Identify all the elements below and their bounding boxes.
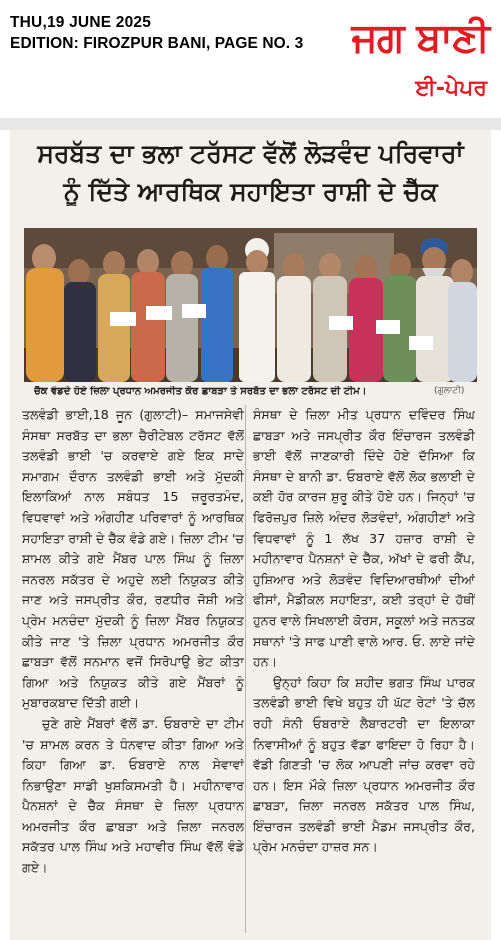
photo-caption: ਚੈੱਕ ਵੰਡਦੇ ਹੋਏ ਜ਼ਿਲਾ ਪ੍ਰਧਾਨ ਅਮਰਜੀਤ ਕੌਰ ਛਾਬੜਾ ਤੇ ਸਰਬੱਤ ਦਾ ਭਲਾ ਟਰੱਸਟ ਦੀ ਟੀਮ। bbox=[34, 386, 367, 397]
photo-credit: (ਗੁਲਾਟੀ) bbox=[434, 386, 465, 396]
group-photo-illustration bbox=[24, 228, 477, 382]
edition-date: THU,19 JUNE 2025 bbox=[10, 14, 152, 31]
column-divider bbox=[245, 405, 246, 933]
article-column-right bbox=[253, 405, 475, 935]
article-paragraph: ਤਲਵੰਡੀ ਭਾਈ,18 ਜੂਨ (ਗੁਲਾਟੀ)– ਸਮਾਜਸੇਵੀ ਸੰਸਥਾ ਸਰਬੱਤ ਦਾ ਭਲਾ ਚੈਰੀਟੇਬਲ ਟਰੱਸਟ ਵੱਲੋਂ ਤਲਵੰਡੀ ਭਾਈ 'ਚ ਕਰਵਾਏ ਗਏ ਇਕ ਸਾਦੇ ਸਮਾਗਮ ਦੌਰਾਨ ਤਲਵੰਡੀ ਭਾਈ ਅਤੇ ਮੁੱਦਕੀ ਇਲਾਕਿਆਂ ਨਾਲ ਸਬੰਧਤ 15 ਜ਼ਰੂਰਤਮੰਦ, ਵਿਧਵਾਵਾਂ ਅਤੇ ਅੰਗਹੀਣ ਪਰਿਵਾਰਾਂ ਨੂੰ ਆਰਥਿਕ ਸਹਾਇਤਾ ਰਾਸ਼ੀ ਦੇ ਚੈੱਕ ਵੰਡੇ ਗਏ। ਜ਼ਿਲਾ ਟੀਮ 'ਚ ਸ਼ਾਮਲ ਕੀਤੇ ਗਏ ਮੈਂਬਰ ਪਾਲ ਸਿੰਘ ਨੂੰ ਜ਼ਿਲਾ ਜਨਰਲ ਸਕੱਤਰ ਦੇ ਅਹੁਦੇ ਲਈ ਨਿਯੁਕਤ ਕੀਤੇ ਜਾਣ ਅਤੇ ਜਸਪ੍ਰੀਤ ਕੌਰ, ਰਣਧੀਰ ਜੋਸ਼ੀ ਅਤੇ ਪ੍ਰੇਮ ਮਨਚੰਦਾ ਮੁੱਦਕੀ ਨੂੰ ਜ਼ਿਲਾ ਮੈਂਬਰ ਨਿਯੁਕਤ ਕੀਤੇ ਜਾਣ 'ਤੇ ਜ਼ਿਲਾ ਪ੍ਰਧਾਨ ਅਮਰਜੀਤ ਕੌਰ ਛਾਬੜਾ ਵੱਲੋਂ ਸਨਮਾਨ ਵਜੋਂ ਸਿਰੋਪਾਉ ਭੇਟ ਕੀਤਾ ਗਿਆ ਅਤੇ ਨਿਯੁਕਤ ਕੀਤੇ ਗਏ ਮੈਂਬਰਾਂ ਨੂੰ ਮੁਬਾਰਕਬਾਦ ਦਿੱਤੀ ਗਈ। bbox=[22, 407, 244, 711]
article-paragraph: ਚੁਣੇ ਗਏ ਮੈਂਬਰਾਂ ਵੱਲੋਂ ਡਾ. ਓਬਰਾਏ ਦਾ ਟੀਮ 'ਚ ਸ਼ਾਮਲ ਕਰਨ ਤੇ ਧੰਨਵਾਦ ਕੀਤਾ ਗਿਆ ਅਤੇ ਕਿਹਾ ਗਿਆ ਡਾ. ਓਬਰਾਏ ਨਾਲ ਸੇਵਾਵਾਂ ਨਿਭਾਉਣਾ ਸਾਡੀ ਖੁਸ਼ਕਿਸਮਤੀ ਹੈ। ਮਹੀਨਾਵਾਰ ਪੈਨਸ਼ਨਾਂ ਦੇ ਚੈੱਕ ਸੰਸਥਾ ਦੇ ਜ਼ਿਲਾ ਪ੍ਰਧਾਨ ਅਮਰਜੀਤ ਕੌਰ ਛਾਬੜਾ ਅਤੇ ਜ਼ਿਲਾ ਜਨਰਲ ਸਕੱਤਰ ਪਾਲ ਸਿੰਘ ਅਤੇ ਮਹਾਵੀਰ ਸਿੰਘ ਵੱਲੋਂ ਵੰਡੇ ਗਏ। bbox=[22, 715, 244, 876]
headline-line-1: ਸਰਬੱਤ ਦਾ ਭਲਾ ਟਰੱਸਟ ਵੱਲੋਂ ਲੋੜਵੰਦ ਪਰਿਵਾਰਾਂ bbox=[37, 140, 464, 168]
article-paragraph: ਸੰਸਥਾ ਦੇ ਜ਼ਿਲਾ ਮੀਤ ਪ੍ਰਧਾਨ ਦਵਿੰਦਰ ਸਿੰਘ ਛਾਬੜਾ ਅਤੇ ਜਸਪ੍ਰੀਤ ਕੌਰ ਇੰਚਾਰਜ ਤਲਵੰਡੀ ਭਾਈ ਵੱਲੋਂ ਜਾਣਕਾਰੀ ਦਿੰਦੇ ਹੋਏ ਦੱਸਿਆ ਕਿ ਸੰਸਥਾ ਦੇ ਬਾਨੀ ਡਾ. ਓਬਰਾਏ ਵੱਲੋਂ ਲੋਕ ਭਲਾਈ ਦੇ ਕਈ ਹੋਰ ਕਾਰਜ ਸ਼ੁਰੂ ਕੀਤੇ ਹੋਏ ਹਨ। ਜਿਨ੍ਹਾਂ 'ਚ ਫਿਰੋਜ਼ਪੁਰ ਜ਼ਿਲੇ ਅੰਦਰ ਲੋੜਵੰਦਾਂ, ਅੰਗਹੀਣਾਂ ਅਤੇ ਵਿਧਵਾਵਾਂ ਨੂੰ 1 ਲੱਖ 37 ਹਜ਼ਾਰ ਰਾਸ਼ੀ ਦੇ ਮਹੀਨਾਵਾਰ ਪੈਨਸ਼ਨਾਂ ਦੇ ਚੈੱਕ, ਅੱਖਾਂ ਦੇ ਫਰੀ ਕੈਂਪ, ਹੁਸ਼ਿਆਰ ਅਤੇ ਲੋੜਵੰਦ ਵਿਦਿਆਰਥੀਆਂ ਦੀਆਂ ਫੀਸਾਂ, ਮੈਡੀਕਲ ਸਹਾਇਤਾ, ਕਈ ਤਰ੍ਹਾਂ ਦੇ ਹੱਥੀਂ ਹੁਨਰ ਵਾਲੇ ਸਿਖਲਾਈ ਕੋਰਸ, ਸਕੂਲਾਂ ਅਤੇ ਜਨਤਕ ਸਥਾਨਾਂ 'ਤੇ ਸਾਫ ਪਾਣੀ ਵਾਲੇ ਆਰ. ਓ. ਲਾਏ ਜਾਂਦੇ ਹਨ। bbox=[253, 407, 475, 670]
news-photo bbox=[24, 228, 477, 382]
epaper-logo-sub: ਈ-ਪੇਪਰ bbox=[415, 76, 487, 101]
jagbani-logo[interactable]: ਜਗ ਬਾਣੀ bbox=[351, 15, 489, 61]
headline-line-2: ਨੂੰ ਦਿੱਤੇ ਆਰਥਿਕ ਸਹਾਇਤਾ ਰਾਸ਼ੀ ਦੇ ਚੈੱਕ bbox=[63, 178, 438, 206]
header-divider-band bbox=[0, 118, 501, 130]
edition-info: EDITION: FIROZPUR BANI, PAGE NO. 3 bbox=[10, 35, 304, 52]
article-column-left bbox=[22, 405, 244, 935]
epaper-header bbox=[0, 0, 501, 118]
article-paragraph: ਉਨ੍ਹਾਂ ਕਿਹਾ ਕਿ ਸ਼ਹੀਦ ਭਗਤ ਸਿੰਘ ਪਾਰਕ ਤਲਵੰਡੀ ਭਾਈ ਵਿਖੇ ਬਹੁਤ ਹੀ ਘੱਟ ਰੇਟਾਂ 'ਤੇ ਚੱਲ ਰਹੀ ਸੰਨੀ ਓਬਰਾਏ ਲੈਬਾਰਟਰੀ ਦਾ ਇਲਾਕਾ ਨਿਵਾਸੀਆਂ ਨੂੰ ਬਹੁਤ ਵੱਡਾ ਫਾਇਦਾ ਹੋ ਰਿਹਾ ਹੈ। ਵੱਡੀ ਗਿਣਤੀ 'ਚ ਲੋਕ ਆਪਣੀ ਜਾਂਚ ਕਰਵਾ ਰਹੇ ਹਨ। ਇਸ ਮੌਕੇ ਜ਼ਿਲਾ ਪ੍ਰਧਾਨ ਅਮਰਜੀਤ ਕੌਰ ਛਾਬੜਾ, ਜ਼ਿਲਾ ਜਨਰਲ ਸਕੱਤਰ ਪਾਲ ਸਿੰਘ, ਇੰਚਾਰਜ ਤਲਵੰਡੀ ਭਾਈ ਮੈਡਮ ਜਸਪ੍ਰੀਤ ਕੌਰ, ਪ੍ਰੇਮ ਮਨਚੰਦਾ ਹਾਜ਼ਰ ਸਨ। bbox=[253, 674, 475, 855]
